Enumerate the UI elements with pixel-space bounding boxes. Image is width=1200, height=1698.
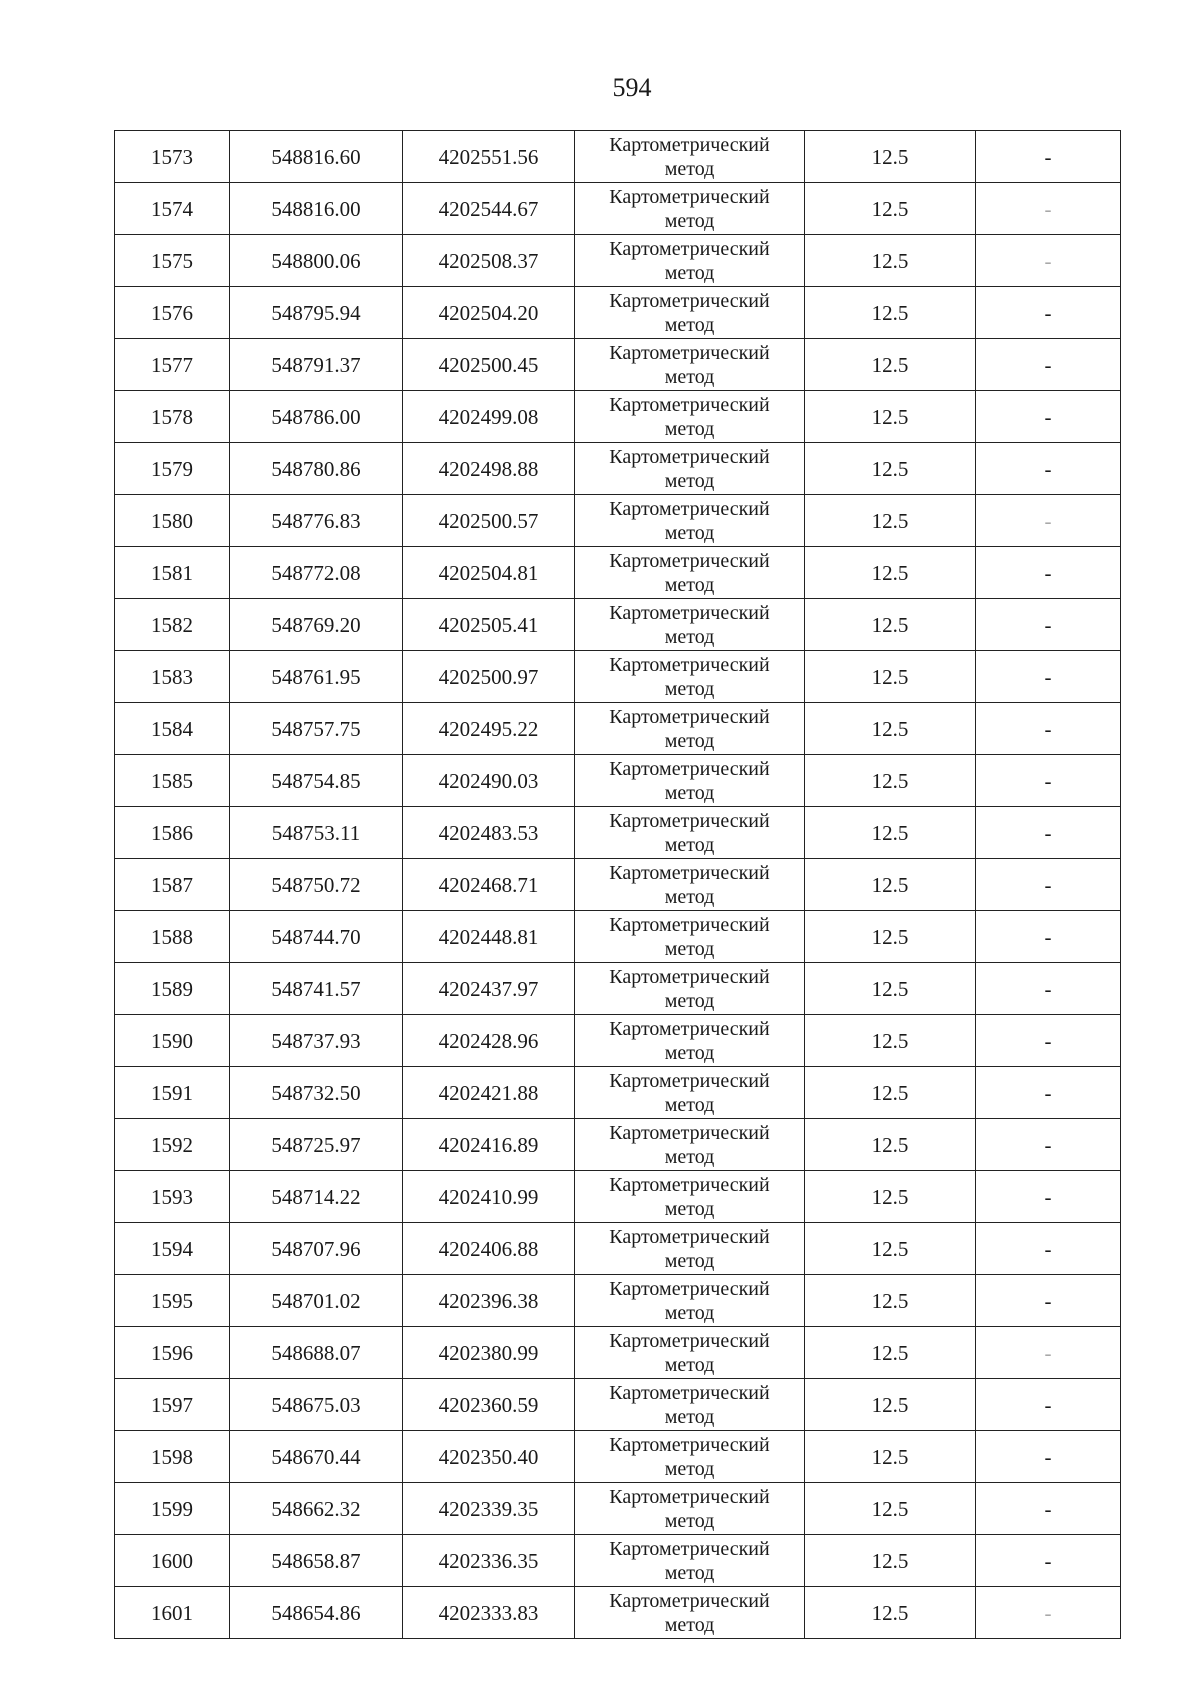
method-line-1: Картометрический xyxy=(609,653,770,676)
point-number-cell: 1601 xyxy=(115,1587,230,1639)
method-line-2: метод xyxy=(664,989,715,1012)
x-coordinate-cell: 548654.86 xyxy=(230,1587,403,1639)
method-line-1: Картометрический xyxy=(609,1485,770,1508)
method-cell xyxy=(575,1119,805,1171)
accuracy-cell: 12.5 xyxy=(805,183,976,235)
x-coordinate-cell: 548800.06 xyxy=(230,235,403,287)
table-row xyxy=(115,1223,1121,1275)
method-cell xyxy=(575,599,805,651)
method-line-1: Картометрический xyxy=(609,1121,770,1144)
method-line-2: метод xyxy=(664,1405,715,1428)
method-line-1: Картометрический xyxy=(609,1433,770,1456)
note-cell: - xyxy=(976,1483,1121,1535)
point-number-cell: 1596 xyxy=(115,1327,230,1379)
x-coordinate-cell: 548675.03 xyxy=(230,1379,403,1431)
accuracy-cell: 12.5 xyxy=(805,911,976,963)
y-coordinate-cell: 4202428.96 xyxy=(403,1015,575,1067)
method-line-1: Картометрический xyxy=(609,549,770,572)
method-cell xyxy=(575,1015,805,1067)
method-line-2: метод xyxy=(664,781,715,804)
y-coordinate-cell: 4202448.81 xyxy=(403,911,575,963)
method-line-1: Картометрический xyxy=(609,1589,770,1612)
note-cell: - xyxy=(976,287,1121,339)
point-number-cell: 1584 xyxy=(115,703,230,755)
point-number-cell: 1582 xyxy=(115,599,230,651)
method-cell xyxy=(575,495,805,547)
point-number-cell: 1575 xyxy=(115,235,230,287)
x-coordinate-cell: 548658.87 xyxy=(230,1535,403,1587)
method-cell xyxy=(575,807,805,859)
point-number-cell: 1576 xyxy=(115,287,230,339)
y-coordinate-cell: 4202396.38 xyxy=(403,1275,575,1327)
y-coordinate-cell: 4202410.99 xyxy=(403,1171,575,1223)
method-cell xyxy=(575,131,805,183)
accuracy-cell: 12.5 xyxy=(805,443,976,495)
table-row xyxy=(115,1379,1121,1431)
method-line-1: Картометрический xyxy=(609,809,770,832)
method-line-2: метод xyxy=(664,313,715,336)
accuracy-cell: 12.5 xyxy=(805,339,976,391)
y-coordinate-cell: 4202333.83 xyxy=(403,1587,575,1639)
note-cell: - xyxy=(976,131,1121,183)
point-number-cell: 1591 xyxy=(115,1067,230,1119)
method-line-2: метод xyxy=(664,1457,715,1480)
method-cell xyxy=(575,1535,805,1587)
method-line-2: метод xyxy=(664,573,715,596)
method-cell xyxy=(575,235,805,287)
point-number-cell: 1597 xyxy=(115,1379,230,1431)
method-line-1: Картометрический xyxy=(609,1277,770,1300)
accuracy-cell: 12.5 xyxy=(805,599,976,651)
accuracy-cell: 12.5 xyxy=(805,1067,976,1119)
x-coordinate-cell: 548754.85 xyxy=(230,755,403,807)
note-cell: - xyxy=(976,599,1121,651)
x-coordinate-cell: 548753.11 xyxy=(230,807,403,859)
point-number-cell: 1589 xyxy=(115,963,230,1015)
accuracy-cell: 12.5 xyxy=(805,495,976,547)
y-coordinate-cell: 4202508.37 xyxy=(403,235,575,287)
accuracy-cell: 12.5 xyxy=(805,1015,976,1067)
point-number-cell: 1585 xyxy=(115,755,230,807)
point-number-cell: 1598 xyxy=(115,1431,230,1483)
method-line-2: метод xyxy=(664,1249,715,1272)
method-line-2: метод xyxy=(664,1353,715,1376)
accuracy-cell: 12.5 xyxy=(805,859,976,911)
note-cell: - xyxy=(976,443,1121,495)
method-cell xyxy=(575,1483,805,1535)
x-coordinate-cell: 548791.37 xyxy=(230,339,403,391)
x-coordinate-cell: 548786.00 xyxy=(230,391,403,443)
accuracy-cell: 12.5 xyxy=(805,131,976,183)
point-number-cell: 1586 xyxy=(115,807,230,859)
method-line-1: Картометрический xyxy=(609,1537,770,1560)
x-coordinate-cell: 548761.95 xyxy=(230,651,403,703)
x-coordinate-cell: 548737.93 xyxy=(230,1015,403,1067)
table-row xyxy=(115,911,1121,963)
x-coordinate-cell: 548757.75 xyxy=(230,703,403,755)
accuracy-cell: 12.5 xyxy=(805,287,976,339)
table-row xyxy=(115,703,1121,755)
method-cell xyxy=(575,183,805,235)
table-row xyxy=(115,1275,1121,1327)
note-cell: - xyxy=(976,1223,1121,1275)
method-cell xyxy=(575,1587,805,1639)
y-coordinate-cell: 4202421.88 xyxy=(403,1067,575,1119)
table-row xyxy=(115,287,1121,339)
point-number-cell: 1580 xyxy=(115,495,230,547)
method-line-1: Картометрический xyxy=(609,393,770,416)
method-line-2: метод xyxy=(664,677,715,700)
point-number-cell: 1595 xyxy=(115,1275,230,1327)
method-line-1: Картометрический xyxy=(609,341,770,364)
method-cell xyxy=(575,1431,805,1483)
accuracy-cell: 12.5 xyxy=(805,1327,976,1379)
x-coordinate-cell: 548772.08 xyxy=(230,547,403,599)
x-coordinate-cell: 548780.86 xyxy=(230,443,403,495)
method-line-1: Картометрический xyxy=(609,1225,770,1248)
y-coordinate-cell: 4202544.67 xyxy=(403,183,575,235)
note-cell: - xyxy=(976,807,1121,859)
method-line-1: Картометрический xyxy=(609,757,770,780)
method-line-2: метод xyxy=(664,1561,715,1584)
method-line-2: метод xyxy=(664,157,715,180)
y-coordinate-cell: 4202380.99 xyxy=(403,1327,575,1379)
method-cell xyxy=(575,547,805,599)
x-coordinate-cell: 548816.00 xyxy=(230,183,403,235)
method-line-2: метод xyxy=(664,1509,715,1532)
x-coordinate-cell: 548741.57 xyxy=(230,963,403,1015)
table-row xyxy=(115,1483,1121,1535)
x-coordinate-cell: 548662.32 xyxy=(230,1483,403,1535)
note-cell: - xyxy=(976,183,1121,235)
note-cell: - xyxy=(976,1535,1121,1587)
method-line-1: Картометрический xyxy=(609,601,770,624)
accuracy-cell: 12.5 xyxy=(805,1275,976,1327)
x-coordinate-cell: 548701.02 xyxy=(230,1275,403,1327)
method-cell xyxy=(575,963,805,1015)
y-coordinate-cell: 4202350.40 xyxy=(403,1431,575,1483)
note-cell: - xyxy=(976,1275,1121,1327)
note-cell: - xyxy=(976,911,1121,963)
method-line-2: метод xyxy=(664,833,715,856)
y-coordinate-cell: 4202504.20 xyxy=(403,287,575,339)
method-line-2: метод xyxy=(664,365,715,388)
method-line-2: метод xyxy=(664,261,715,284)
point-number-cell: 1592 xyxy=(115,1119,230,1171)
x-coordinate-cell: 548816.60 xyxy=(230,131,403,183)
y-coordinate-cell: 4202339.35 xyxy=(403,1483,575,1535)
accuracy-cell: 12.5 xyxy=(805,703,976,755)
method-line-1: Картометрический xyxy=(609,861,770,884)
accuracy-cell: 12.5 xyxy=(805,1535,976,1587)
method-cell xyxy=(575,391,805,443)
method-line-1: Картометрический xyxy=(609,1017,770,1040)
method-line-1: Картометрический xyxy=(609,1069,770,1092)
accuracy-cell: 12.5 xyxy=(805,651,976,703)
note-cell: - xyxy=(976,495,1121,547)
method-line-2: метод xyxy=(664,469,715,492)
method-line-2: метод xyxy=(664,1145,715,1168)
point-number-cell: 1593 xyxy=(115,1171,230,1223)
note-cell: - xyxy=(976,339,1121,391)
note-cell: - xyxy=(976,235,1121,287)
coordinates-table xyxy=(114,130,1121,1639)
method-line-2: метод xyxy=(664,417,715,440)
method-line-2: метод xyxy=(664,625,715,648)
y-coordinate-cell: 4202406.88 xyxy=(403,1223,575,1275)
method-line-1: Картометрический xyxy=(609,1329,770,1352)
note-cell: - xyxy=(976,651,1121,703)
y-coordinate-cell: 4202500.97 xyxy=(403,651,575,703)
method-line-1: Картометрический xyxy=(609,185,770,208)
table-row xyxy=(115,391,1121,443)
table-row xyxy=(115,547,1121,599)
method-line-1: Картометрический xyxy=(609,237,770,260)
y-coordinate-cell: 4202483.53 xyxy=(403,807,575,859)
table-row xyxy=(115,495,1121,547)
x-coordinate-cell: 548732.50 xyxy=(230,1067,403,1119)
note-cell: - xyxy=(976,755,1121,807)
method-line-2: метод xyxy=(664,885,715,908)
x-coordinate-cell: 548707.96 xyxy=(230,1223,403,1275)
x-coordinate-cell: 548744.70 xyxy=(230,911,403,963)
table-row xyxy=(115,443,1121,495)
table-row xyxy=(115,131,1121,183)
table-row xyxy=(115,1431,1121,1483)
table-row xyxy=(115,859,1121,911)
point-number-cell: 1600 xyxy=(115,1535,230,1587)
accuracy-cell: 12.5 xyxy=(805,1171,976,1223)
y-coordinate-cell: 4202500.45 xyxy=(403,339,575,391)
table-row xyxy=(115,339,1121,391)
note-cell: - xyxy=(976,391,1121,443)
method-cell xyxy=(575,651,805,703)
table-row xyxy=(115,1067,1121,1119)
accuracy-cell: 12.5 xyxy=(805,1483,976,1535)
note-cell: - xyxy=(976,1379,1121,1431)
method-line-2: метод xyxy=(664,521,715,544)
x-coordinate-cell: 548750.72 xyxy=(230,859,403,911)
point-number-cell: 1583 xyxy=(115,651,230,703)
method-cell xyxy=(575,1067,805,1119)
point-number-cell: 1590 xyxy=(115,1015,230,1067)
method-line-2: метод xyxy=(664,729,715,752)
method-line-2: метод xyxy=(664,1041,715,1064)
table-row xyxy=(115,1171,1121,1223)
accuracy-cell: 12.5 xyxy=(805,1587,976,1639)
method-line-1: Картометрический xyxy=(609,133,770,156)
table-row xyxy=(115,651,1121,703)
x-coordinate-cell: 548725.97 xyxy=(230,1119,403,1171)
y-coordinate-cell: 4202437.97 xyxy=(403,963,575,1015)
page-number: 594 xyxy=(612,73,652,102)
table-row xyxy=(115,963,1121,1015)
y-coordinate-cell: 4202495.22 xyxy=(403,703,575,755)
accuracy-cell: 12.5 xyxy=(805,755,976,807)
x-coordinate-cell: 548714.22 xyxy=(230,1171,403,1223)
table-row xyxy=(115,755,1121,807)
method-line-1: Картометрический xyxy=(609,705,770,728)
method-line-2: метод xyxy=(664,1197,715,1220)
method-line-1: Картометрический xyxy=(609,497,770,520)
method-line-2: метод xyxy=(664,209,715,232)
y-coordinate-cell: 4202498.88 xyxy=(403,443,575,495)
accuracy-cell: 12.5 xyxy=(805,547,976,599)
note-cell: - xyxy=(976,1067,1121,1119)
x-coordinate-cell: 548769.20 xyxy=(230,599,403,651)
method-line-1: Картометрический xyxy=(609,965,770,988)
note-cell: - xyxy=(976,703,1121,755)
accuracy-cell: 12.5 xyxy=(805,1223,976,1275)
method-cell xyxy=(575,755,805,807)
note-cell: - xyxy=(976,1327,1121,1379)
point-number-cell: 1599 xyxy=(115,1483,230,1535)
method-line-2: метод xyxy=(664,937,715,960)
method-line-2: метод xyxy=(664,1613,715,1636)
table-row xyxy=(115,599,1121,651)
note-cell: - xyxy=(976,1171,1121,1223)
point-number-cell: 1587 xyxy=(115,859,230,911)
table-row xyxy=(115,1015,1121,1067)
point-number-cell: 1581 xyxy=(115,547,230,599)
note-cell: - xyxy=(976,1587,1121,1639)
note-cell: - xyxy=(976,1119,1121,1171)
method-cell xyxy=(575,443,805,495)
point-number-cell: 1573 xyxy=(115,131,230,183)
method-line-1: Картометрический xyxy=(609,1381,770,1404)
method-cell xyxy=(575,1275,805,1327)
y-coordinate-cell: 4202551.56 xyxy=(403,131,575,183)
table-row xyxy=(115,807,1121,859)
table-row xyxy=(115,1535,1121,1587)
method-cell xyxy=(575,1223,805,1275)
table-row xyxy=(115,235,1121,287)
point-number-cell: 1578 xyxy=(115,391,230,443)
table-row xyxy=(115,1119,1121,1171)
y-coordinate-cell: 4202336.35 xyxy=(403,1535,575,1587)
method-line-2: метод xyxy=(664,1093,715,1116)
point-number-cell: 1574 xyxy=(115,183,230,235)
x-coordinate-cell: 548776.83 xyxy=(230,495,403,547)
point-number-cell: 1588 xyxy=(115,911,230,963)
y-coordinate-cell: 4202360.59 xyxy=(403,1379,575,1431)
y-coordinate-cell: 4202416.89 xyxy=(403,1119,575,1171)
x-coordinate-cell: 548688.07 xyxy=(230,1327,403,1379)
table-row xyxy=(115,1327,1121,1379)
point-number-cell: 1579 xyxy=(115,443,230,495)
method-cell xyxy=(575,1379,805,1431)
accuracy-cell: 12.5 xyxy=(805,1119,976,1171)
method-cell xyxy=(575,911,805,963)
x-coordinate-cell: 548670.44 xyxy=(230,1431,403,1483)
method-cell xyxy=(575,1327,805,1379)
note-cell: - xyxy=(976,1431,1121,1483)
table-row xyxy=(115,183,1121,235)
accuracy-cell: 12.5 xyxy=(805,963,976,1015)
accuracy-cell: 12.5 xyxy=(805,1379,976,1431)
y-coordinate-cell: 4202490.03 xyxy=(403,755,575,807)
note-cell: - xyxy=(976,859,1121,911)
table-row xyxy=(115,1587,1121,1639)
point-number-cell: 1577 xyxy=(115,339,230,391)
method-line-1: Картометрический xyxy=(609,1173,770,1196)
accuracy-cell: 12.5 xyxy=(805,1431,976,1483)
method-cell xyxy=(575,287,805,339)
x-coordinate-cell: 548795.94 xyxy=(230,287,403,339)
method-line-1: Картометрический xyxy=(609,289,770,312)
point-number-cell: 1594 xyxy=(115,1223,230,1275)
method-cell xyxy=(575,1171,805,1223)
y-coordinate-cell: 4202505.41 xyxy=(403,599,575,651)
y-coordinate-cell: 4202500.57 xyxy=(403,495,575,547)
note-cell: - xyxy=(976,963,1121,1015)
method-line-1: Картометрический xyxy=(609,445,770,468)
method-cell xyxy=(575,339,805,391)
y-coordinate-cell: 4202504.81 xyxy=(403,547,575,599)
method-line-1: Картометрический xyxy=(609,913,770,936)
method-line-2: метод xyxy=(664,1301,715,1324)
y-coordinate-cell: 4202468.71 xyxy=(403,859,575,911)
note-cell: - xyxy=(976,1015,1121,1067)
note-cell: - xyxy=(976,547,1121,599)
accuracy-cell: 12.5 xyxy=(805,235,976,287)
accuracy-cell: 12.5 xyxy=(805,807,976,859)
method-cell xyxy=(575,859,805,911)
method-cell xyxy=(575,703,805,755)
accuracy-cell: 12.5 xyxy=(805,391,976,443)
table-body xyxy=(115,131,1121,1639)
y-coordinate-cell: 4202499.08 xyxy=(403,391,575,443)
